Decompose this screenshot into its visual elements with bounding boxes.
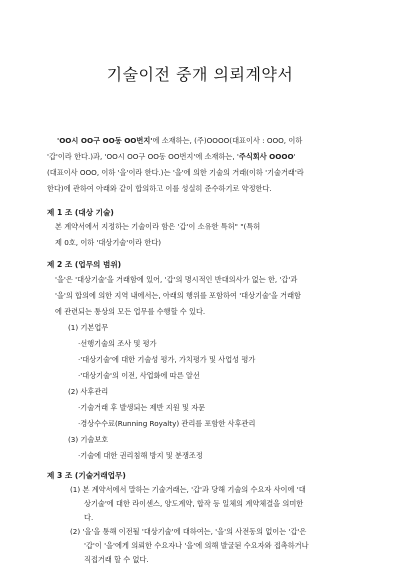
article-3-p2-line-3: 직접거래 할 수 없다. [84, 555, 149, 564]
article-3-heading: 제 3 조 (기술거래업무) [47, 471, 126, 480]
article-2-line-1: '을'은 '대상기술'을 거래함에 있어, '갑'의 명시적인 반대의사가 없는 한, '갑'과 [55, 275, 298, 284]
article-2-line-3: 에 관련되는 통상의 모든 업무를 수행할 수 있다. [55, 307, 206, 316]
article-2-line-2: '을'의 합의에 의한 지역 내에서는, 아래의 행위를 포함하여 '대상기술'을 거래함 [55, 291, 301, 300]
article-2-sub-2a: ·기술거래 후 발생되는 제반 지원 및 자문 [78, 403, 206, 412]
address-bold-1: 'OO시 OO구 OO동 OO번지' [57, 136, 153, 145]
intro-line-2: '갑'이라 한다.)과, 'OO시 OO구 OO동 OO번지'에 소재하는, '주식회사 OOOO' [47, 152, 296, 161]
article-2-sub-2: (2) 사후관리 [68, 387, 109, 396]
article-3-p2-line-2: '갑'이 '을'에게 의뢰한 수요자나 '을'에 의해 발굴된 수요자와 접촉하거나 [84, 541, 309, 550]
article-2-heading: 제 2 조 (업무의 범위) [47, 260, 122, 269]
article-1-line-1: 본 계약서에서 지정하는 기술이라 함은 '갑'이 소유한 특허" "(특허 [55, 222, 261, 231]
intro-line-1: 'OO시 OO구 OO동 OO번지'에 소재하는, (주)OOOO(대표이사 : OOO, 이하 [57, 136, 303, 145]
article-3-p1-line-2: 상기술'에 대한 라이센스, 양도계약, 합작 등 일체의 계약체결을 의미한 [84, 499, 304, 508]
article-2-sub-3a: ·기술에 대한 권리침해 방지 및 분쟁조정 [78, 451, 203, 460]
document-title: 기술이전 중개 의뢰계약서 [106, 65, 294, 84]
article-2-sub-1a: ·선행기술의 조사 및 평가 [78, 339, 157, 348]
intro-line-3: (대표이사 OOO, 이하 '을'이라 한다.)는 '을'에 의한 기술의 거래(이하 '기술거래'라 [47, 168, 304, 177]
article-2-sub-3: (3) 기술보호 [68, 435, 109, 444]
intro-paragraph [47, 133, 363, 197]
article-2-sub-1b: ·'대상기술'에 대한 기술성 평가, 가치평가 및 사업성 평가 [78, 355, 256, 364]
company-bold: 주식회사 OOOO [238, 152, 294, 161]
article-2-sub-2b: ·경상수수료(Running Royalty) 관리를 포함한 사후관리 [78, 419, 256, 428]
article-2-sub-1: (1) 기본업무 [68, 323, 109, 332]
intro-line-4: 한다)에 관하여 아래와 같이 합의하고 이를 성실히 준수하기로 약정한다. [47, 184, 272, 193]
article-3-p1-line-1: (1) 본 계약서에서 말하는 기술거래는, '갑'과 당해 기술의 수요자 사이에 '대 [70, 485, 306, 494]
article-1-line-2: 제 0호, 이하 '대상기술'이라 한다) [55, 238, 162, 247]
article-1-heading: 제 1 조 (대상 기술) [47, 208, 114, 217]
article-2-sub-1c: ·'대상기술'의 이전, 사업화에 따른 알선 [78, 371, 200, 380]
article-3-p1-line-3: 다. [84, 513, 94, 522]
article-3-p2-line-1: (2) '을'을 통해 이전될 '대상기술'에 대하여는, '을'의 사전동의 없이는 '갑'은 [70, 527, 307, 536]
